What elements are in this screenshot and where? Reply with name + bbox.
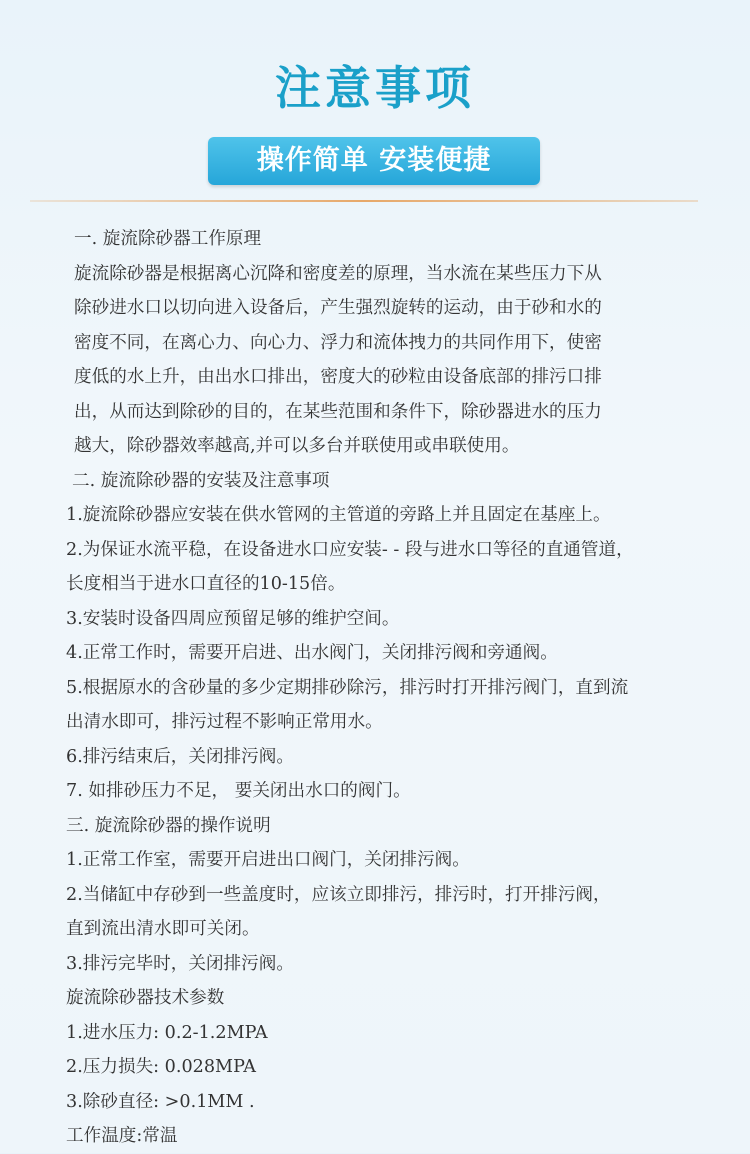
- list-item: 2.当储缸中存砂到一些盖度时，应该立即排污，排污时，打开排污阀，: [66, 884, 611, 905]
- spec-item: 3.除砂直径: >0.1MM .: [66, 1091, 255, 1112]
- section-heading-2: 二. 旋流除砂器的安装及注意事项: [72, 470, 330, 491]
- spec-item: 1.进水压力: 0.2-1.2MPA: [66, 1022, 268, 1043]
- list-item: 7. 如排砂压力不足， 要关闭出水口的阀门。: [66, 781, 411, 801]
- banner: 操作简单 安装便捷: [208, 137, 540, 185]
- list-item: 长度相当于进水口直径的10-15倍。: [66, 574, 346, 594]
- list-item: 6.排污结束后，关闭排污阀。: [66, 746, 294, 767]
- list-item: 4.正常工作时，需要开启进、出水阀门，关闭排污阀和旁通阀。: [66, 643, 558, 663]
- list-item: 1.旋流除砂器应安装在供水管网的主管道的旁路上并且固定在基座上。: [66, 505, 611, 525]
- text-line: 旋流除砂器是根据离心沉降和密度差的原理，当水流在某些压力下从: [74, 263, 602, 284]
- spec-item: 工作温度:常温: [66, 1126, 178, 1146]
- text-line: 除砂进水口以切向进入设备后，产生强烈旋转的运动，由于砂和水的: [74, 298, 602, 318]
- text-line: 越大，除砂器效率越高,并可以多台并联使用或串联使用。: [74, 436, 520, 456]
- list-item: 3.排污完毕时，关闭排污阀。: [66, 953, 294, 974]
- section-heading-1: 一. 旋流除砂器工作原理: [74, 229, 262, 249]
- list-item: 出清水即可，排污过程不影响正常用水。: [66, 712, 383, 732]
- text-line: 度低的水上升，由出水口排出，密度大的砂粒由设备底部的排污口排: [74, 367, 602, 387]
- spec-item: 2.压力损失: 0.028MPA: [66, 1057, 256, 1077]
- list-item: 3.安装时设备四周应预留足够的维护空间。: [66, 608, 400, 629]
- list-item: 1.正常工作室，需要开启进出口阀门，关闭排污阀。: [66, 850, 470, 870]
- list-item: 直到流出清水即可关闭。: [66, 919, 260, 939]
- page-title: 注意事项: [275, 61, 475, 115]
- text-line: 出，从而达到除砂的目的，在某些范围和条件下，除砂器进水的压力: [74, 401, 602, 422]
- list-item: 5.根据原水的含砂量的多少定期排砂除污，排污时打开排污阀门，直到流: [66, 677, 629, 698]
- body-text: [64, 222, 724, 1154]
- text-line: 密度不同，在离心力、向心力、浮力和流体拽力的共同作用下，使密: [74, 332, 602, 353]
- section-heading-4: 旋流除砂器技术参数: [66, 988, 225, 1008]
- section-heading-3: 三. 旋流除砂器的操作说明: [66, 815, 271, 836]
- list-item: 2.为保证水流平稳，在设备进水口应安装- - 段与进水口等径的直通管道，: [66, 539, 634, 560]
- divider: [30, 200, 698, 202]
